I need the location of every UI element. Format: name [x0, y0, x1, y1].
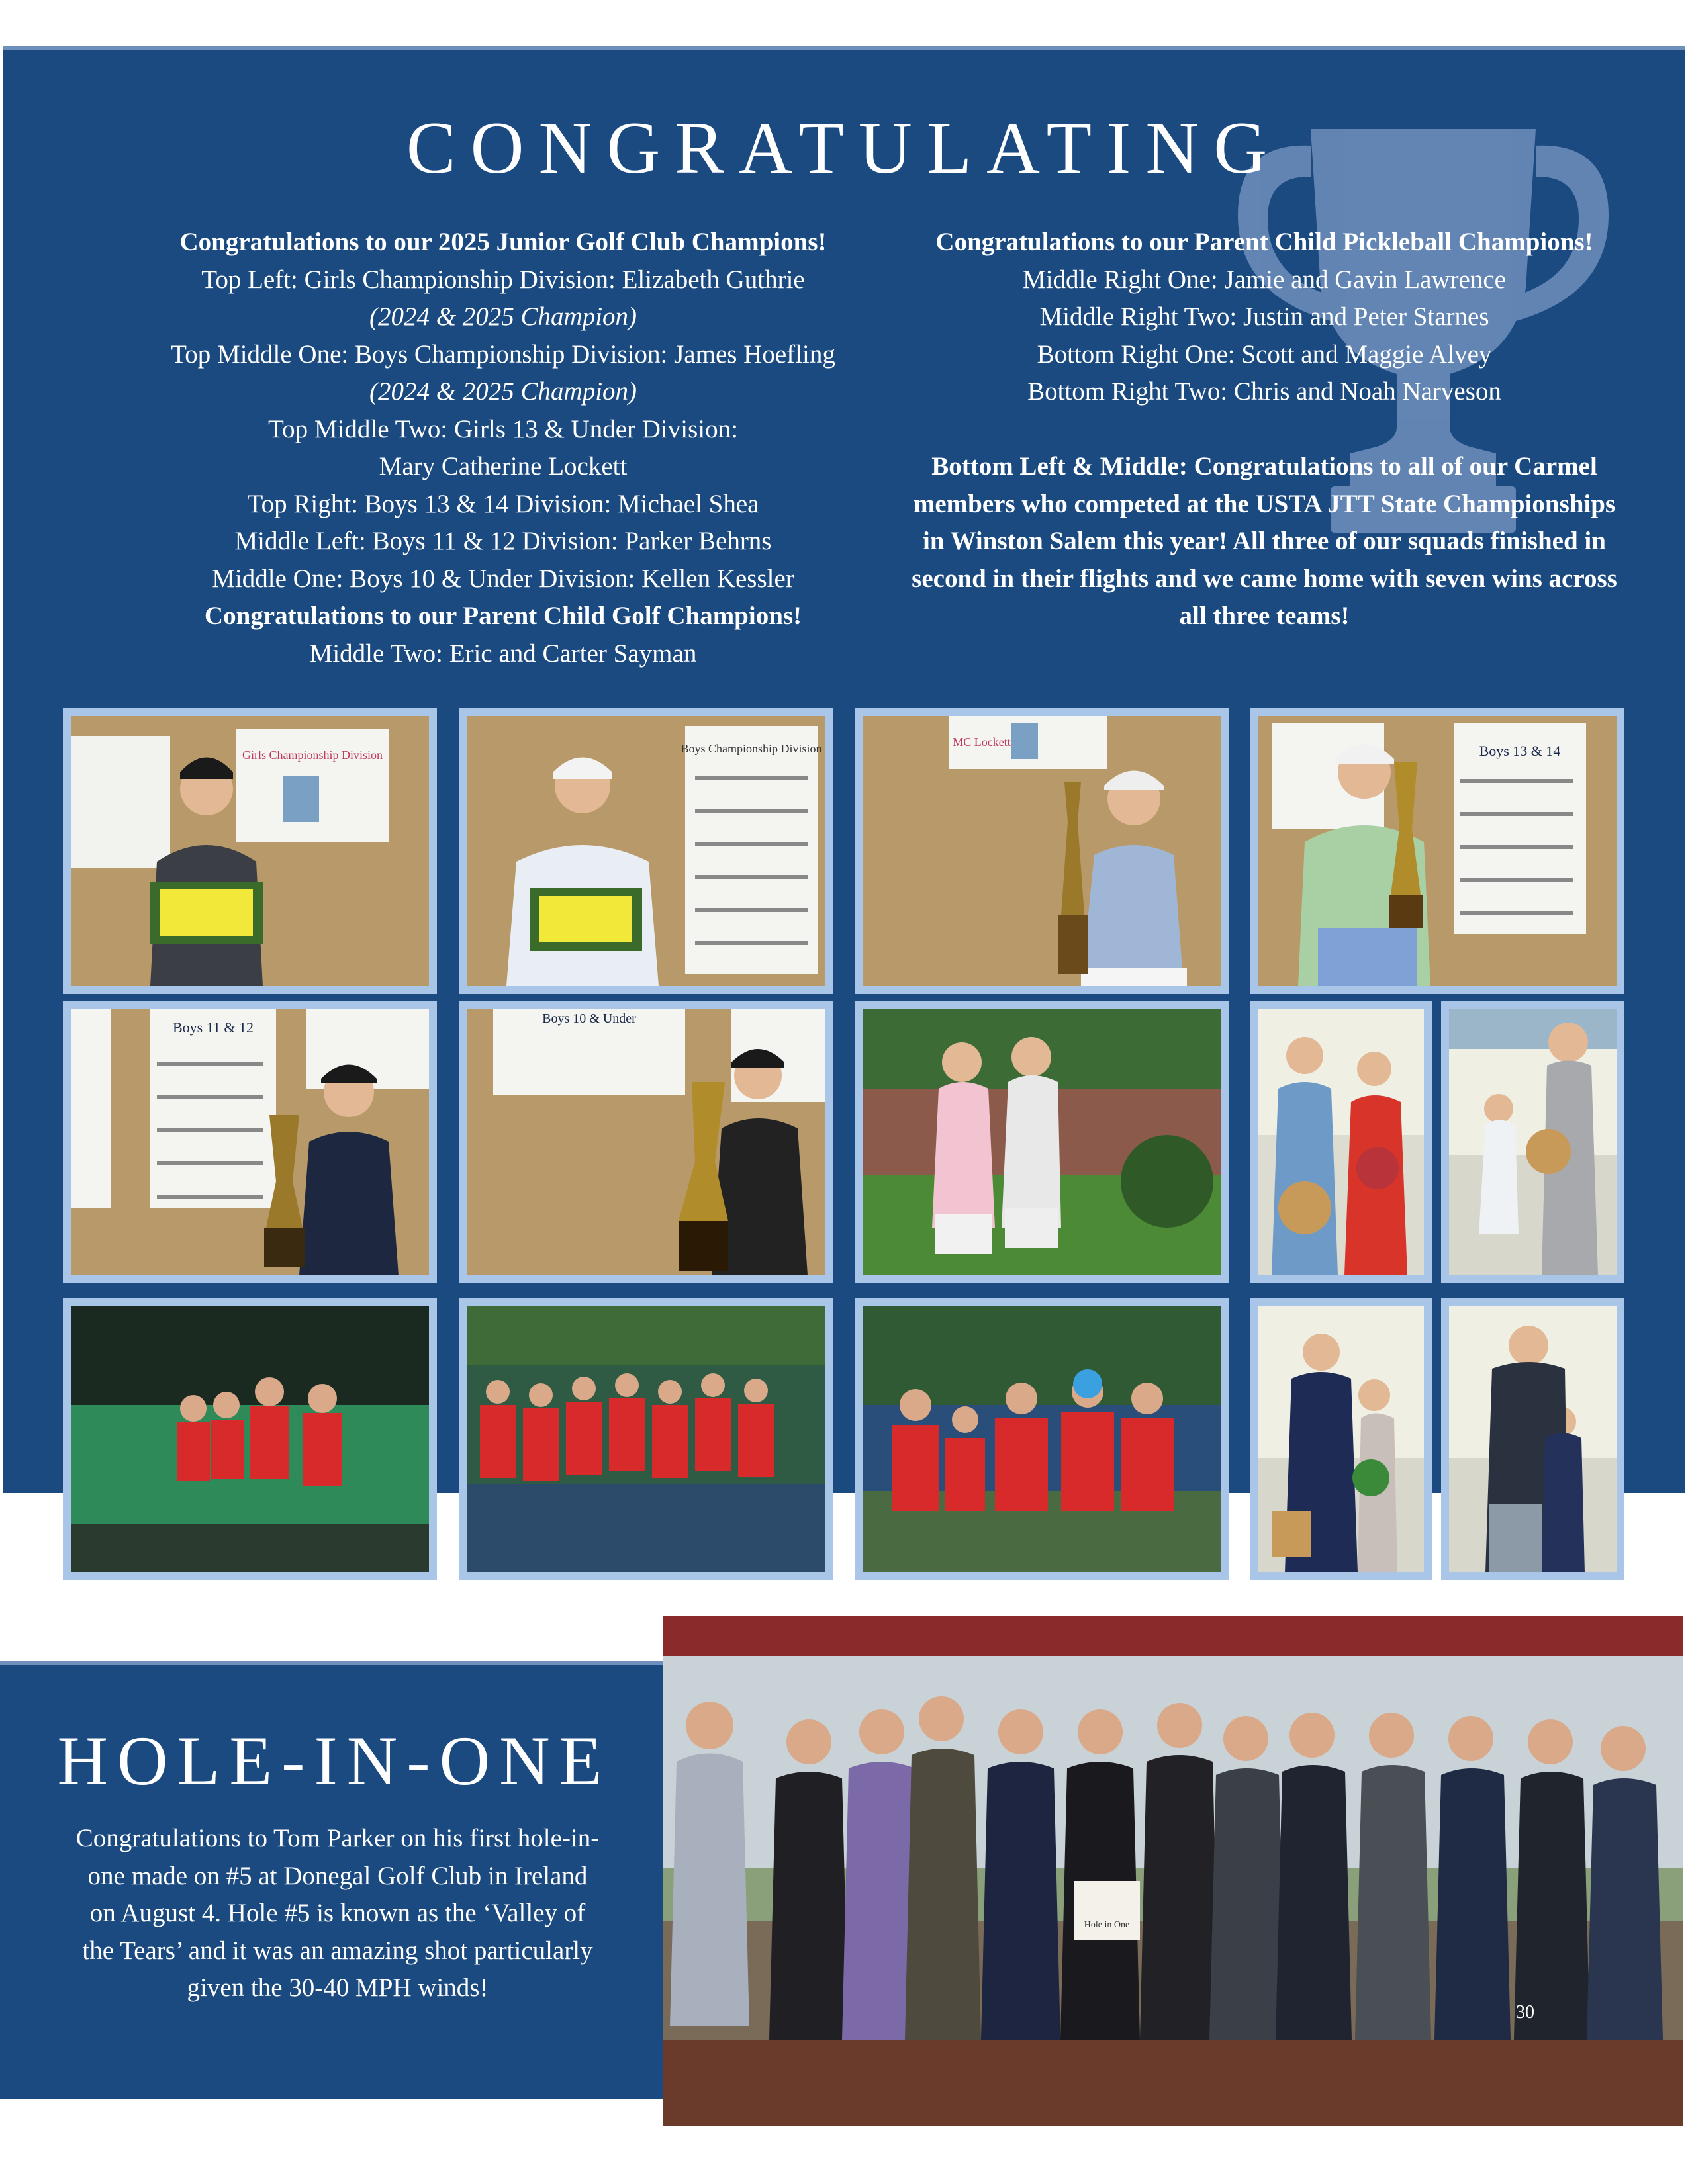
board-sign: Girls Championship Division	[242, 749, 383, 762]
parent-child-golf-heading: Congratulations to our Parent Child Golf Champions!	[204, 602, 802, 630]
photo-parent-child-golf	[855, 1001, 1229, 1283]
photo-boys-11-12	[63, 1001, 437, 1283]
photo-usta-team-two	[459, 1298, 833, 1580]
caption-line: (2024 & 2025 Champion)	[369, 302, 637, 331]
page-title: CONGRATULATING	[406, 107, 1282, 189]
photo-girls-13-under	[855, 708, 1229, 994]
hole-in-one-text: Congratulations to Tom Parker on his first hole-in-one made on #5 at Donegal Golf Club in Ireland on August 4. Hole #5 is known as the ‘Valley of the Tears’ and it was an amazing shot particularly given the 30-40 MPH winds!	[75, 1824, 600, 2002]
photo-pickleball-alvey	[1250, 1298, 1432, 1580]
board-sign: MC Lockett	[953, 735, 1011, 749]
caption-line: Middle Two: Eric and Carter Sayman	[309, 639, 697, 668]
photo-boys-13-14	[1250, 708, 1624, 994]
board-sign: Boys 11 & 12	[172, 1019, 254, 1036]
board-sign: Boys 10 & Under	[542, 1011, 636, 1026]
caption-line: Top Middle Two: Girls 13 & Under Division:	[268, 414, 738, 443]
usta-jtt-paragraph: Bottom Left & Middle: Congratulations to all of our Carmel members who competed at the USTA JTT State Championships in Winston Salem this year! All three of our squads finished in second in their flights and we came home with seven wins across all three teams!	[912, 452, 1617, 630]
caption-line: Middle Right Two: Justin and Peter Starnes	[1039, 302, 1489, 331]
photo-girls-champion	[63, 708, 437, 994]
caption-line: Middle Right One: Jamie and Gavin Lawrence	[1023, 265, 1506, 294]
caption-line: Mary Catherine Lockett	[379, 452, 628, 480]
page-number: 30	[1516, 2002, 1534, 2023]
caption-line: Bottom Right One: Scott and Maggie Alvey	[1037, 340, 1492, 369]
caption-line: Top Middle One: Boys Championship Division: James Hoefling	[171, 340, 835, 369]
caption-line: Middle Left: Boys 11 & 12 Division: Parker Behrns	[234, 527, 772, 555]
hole-in-one-title: HOLE-IN-ONE	[57, 1722, 612, 1799]
pickleball-heading: Congratulations to our Parent Child Pickleball Champions!	[935, 228, 1593, 256]
golf-champions-text	[152, 224, 854, 672]
caption-line: Top Right: Boys 13 & 14 Division: Michael Shea	[247, 489, 759, 518]
board-sign: Boys 13 & 14	[1479, 743, 1561, 759]
photo-usta-team-one	[63, 1298, 437, 1580]
photo-boys-10-under	[459, 1001, 833, 1283]
photo-pickleball-starnes	[1441, 1001, 1624, 1283]
caption-line: (2024 & 2025 Champion)	[369, 377, 637, 406]
caption-line: Middle One: Boys 10 & Under Division: Kellen Kessler	[212, 564, 794, 593]
pickleball-champions-text	[907, 224, 1622, 635]
photo-usta-team-three	[855, 1298, 1229, 1580]
photo-pickleball-narveson	[1441, 1298, 1624, 1580]
hole-in-one-group-photo	[663, 1616, 1683, 2126]
caption-line: Bottom Right Two: Chris and Noah Narveson	[1027, 377, 1501, 406]
junior-golf-heading: Congratulations to our 2025 Junior Golf Club Champions!	[179, 228, 827, 256]
caption-line: Top Left: Girls Championship Division: Elizabeth Guthrie	[201, 265, 805, 294]
photo-pickleball-lawrence	[1250, 1001, 1432, 1283]
hole-in-one-sign: Hole in One	[1084, 1920, 1130, 1930]
photo-boys-champion	[459, 708, 833, 994]
board-sign: Boys Championship Division	[680, 742, 822, 755]
